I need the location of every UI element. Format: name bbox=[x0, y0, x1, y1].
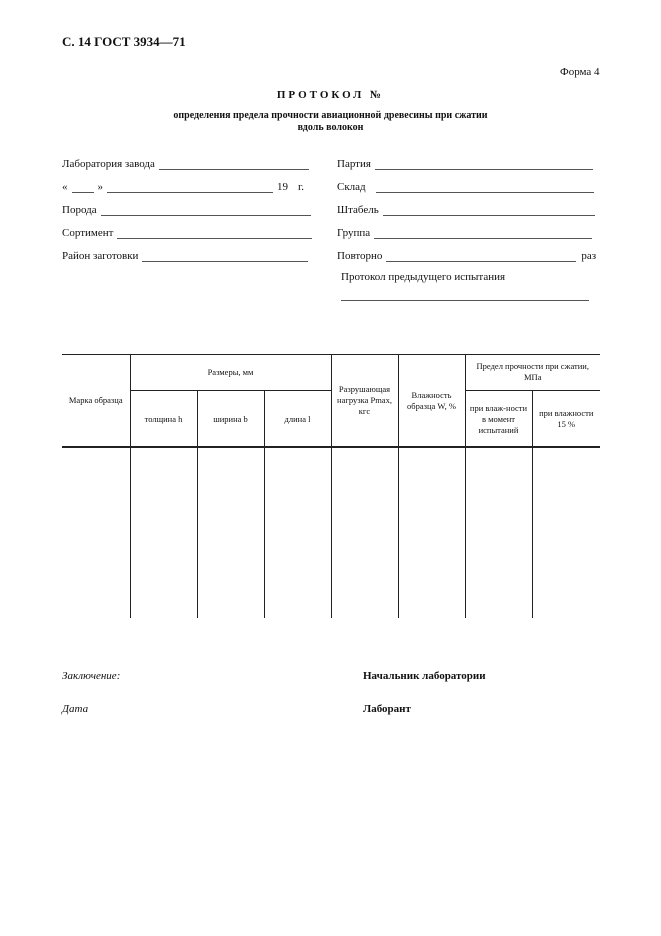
month-line bbox=[107, 181, 273, 193]
warehouse-line bbox=[376, 181, 594, 193]
stack-label: Штабель bbox=[337, 204, 379, 216]
repeat-unit: раз bbox=[581, 250, 597, 262]
group-line bbox=[374, 227, 592, 239]
cell-strength-15[interactable] bbox=[532, 447, 600, 618]
breed-field[interactable] bbox=[62, 204, 311, 216]
header-sizes: Размеры, мм bbox=[130, 354, 331, 391]
assortment-field[interactable] bbox=[62, 227, 312, 239]
header-strength-moment: при влаж-ности в момент испытаний bbox=[465, 391, 532, 448]
lab-assistant-label: Лаборант bbox=[363, 703, 411, 715]
warehouse-label: Склад bbox=[337, 181, 366, 193]
subtitle-line-2: вдоль волокон bbox=[297, 122, 364, 133]
header-strength: Предел прочности при сжатии, МПа bbox=[465, 354, 600, 391]
header-load: Разрушающая нагрузка Pmax, кгс bbox=[331, 354, 398, 447]
date-close-quote: » bbox=[97, 181, 103, 193]
prev-protocol-line[interactable] bbox=[341, 300, 589, 301]
warehouse-field[interactable] bbox=[337, 181, 594, 193]
table-header-separator bbox=[62, 446, 600, 448]
header-moisture: Влажность образца W, % bbox=[398, 354, 465, 447]
prev-protocol-label: Протокол предыдущего испытания bbox=[341, 271, 506, 283]
form-label: Форма 4 bbox=[560, 66, 600, 78]
batch-line bbox=[375, 158, 593, 170]
header-length: длина l bbox=[264, 391, 331, 448]
breed-label: Порода bbox=[62, 204, 97, 216]
lab-label: Лаборатория завода bbox=[62, 158, 155, 170]
repeat-line bbox=[386, 250, 576, 262]
group-field[interactable] bbox=[337, 227, 592, 239]
year-suffix: г. bbox=[298, 181, 305, 193]
cell-strength-moment[interactable] bbox=[465, 447, 532, 618]
lab-head-label: Начальник лаборатории bbox=[363, 670, 486, 682]
region-field[interactable] bbox=[62, 250, 308, 262]
batch-field[interactable] bbox=[337, 158, 593, 170]
cell-sample-mark[interactable] bbox=[62, 447, 130, 618]
header-sample-mark: Марка образца bbox=[68, 395, 123, 405]
stack-line bbox=[383, 204, 595, 216]
lab-field[interactable] bbox=[62, 158, 309, 170]
region-label: Район заготовки bbox=[62, 250, 139, 262]
cell-load[interactable] bbox=[331, 447, 398, 618]
lab-line bbox=[159, 158, 309, 170]
protocol-table bbox=[62, 354, 600, 618]
date-label: Дата bbox=[62, 703, 89, 715]
assortment-label: Сортимент bbox=[62, 227, 114, 239]
stack-field[interactable] bbox=[337, 204, 595, 216]
day-line bbox=[72, 181, 94, 193]
breed-line bbox=[101, 204, 311, 216]
assortment-line bbox=[117, 227, 312, 239]
cell-width[interactable] bbox=[197, 447, 264, 618]
conclusion-label: Заключение: bbox=[62, 670, 121, 682]
header-thickness: толщина h bbox=[130, 391, 197, 448]
subtitle-line-1: определения предела прочности авиационной древесины при сжатии bbox=[173, 110, 488, 121]
cell-moisture[interactable] bbox=[398, 447, 465, 618]
protocol-subtitle bbox=[0, 110, 661, 134]
cell-thickness[interactable] bbox=[130, 447, 197, 618]
repeat-field[interactable] bbox=[337, 250, 596, 262]
group-label: Группа bbox=[337, 227, 371, 239]
year-prefix: 19 bbox=[277, 181, 288, 193]
header-width: ширина b bbox=[197, 391, 264, 448]
cell-length[interactable] bbox=[264, 447, 331, 618]
batch-label: Партия bbox=[337, 158, 371, 170]
header-strength-15: при влажности 15 % bbox=[532, 391, 600, 448]
region-line bbox=[142, 250, 308, 262]
document-reference: С. 14 ГОСТ 3934—71 bbox=[62, 34, 186, 49]
protocol-title: ПРОТОКОЛ № bbox=[276, 89, 385, 101]
date-field[interactable] bbox=[62, 181, 304, 193]
repeat-label: Повторно bbox=[337, 250, 383, 262]
date-open-quote: « bbox=[62, 181, 68, 193]
